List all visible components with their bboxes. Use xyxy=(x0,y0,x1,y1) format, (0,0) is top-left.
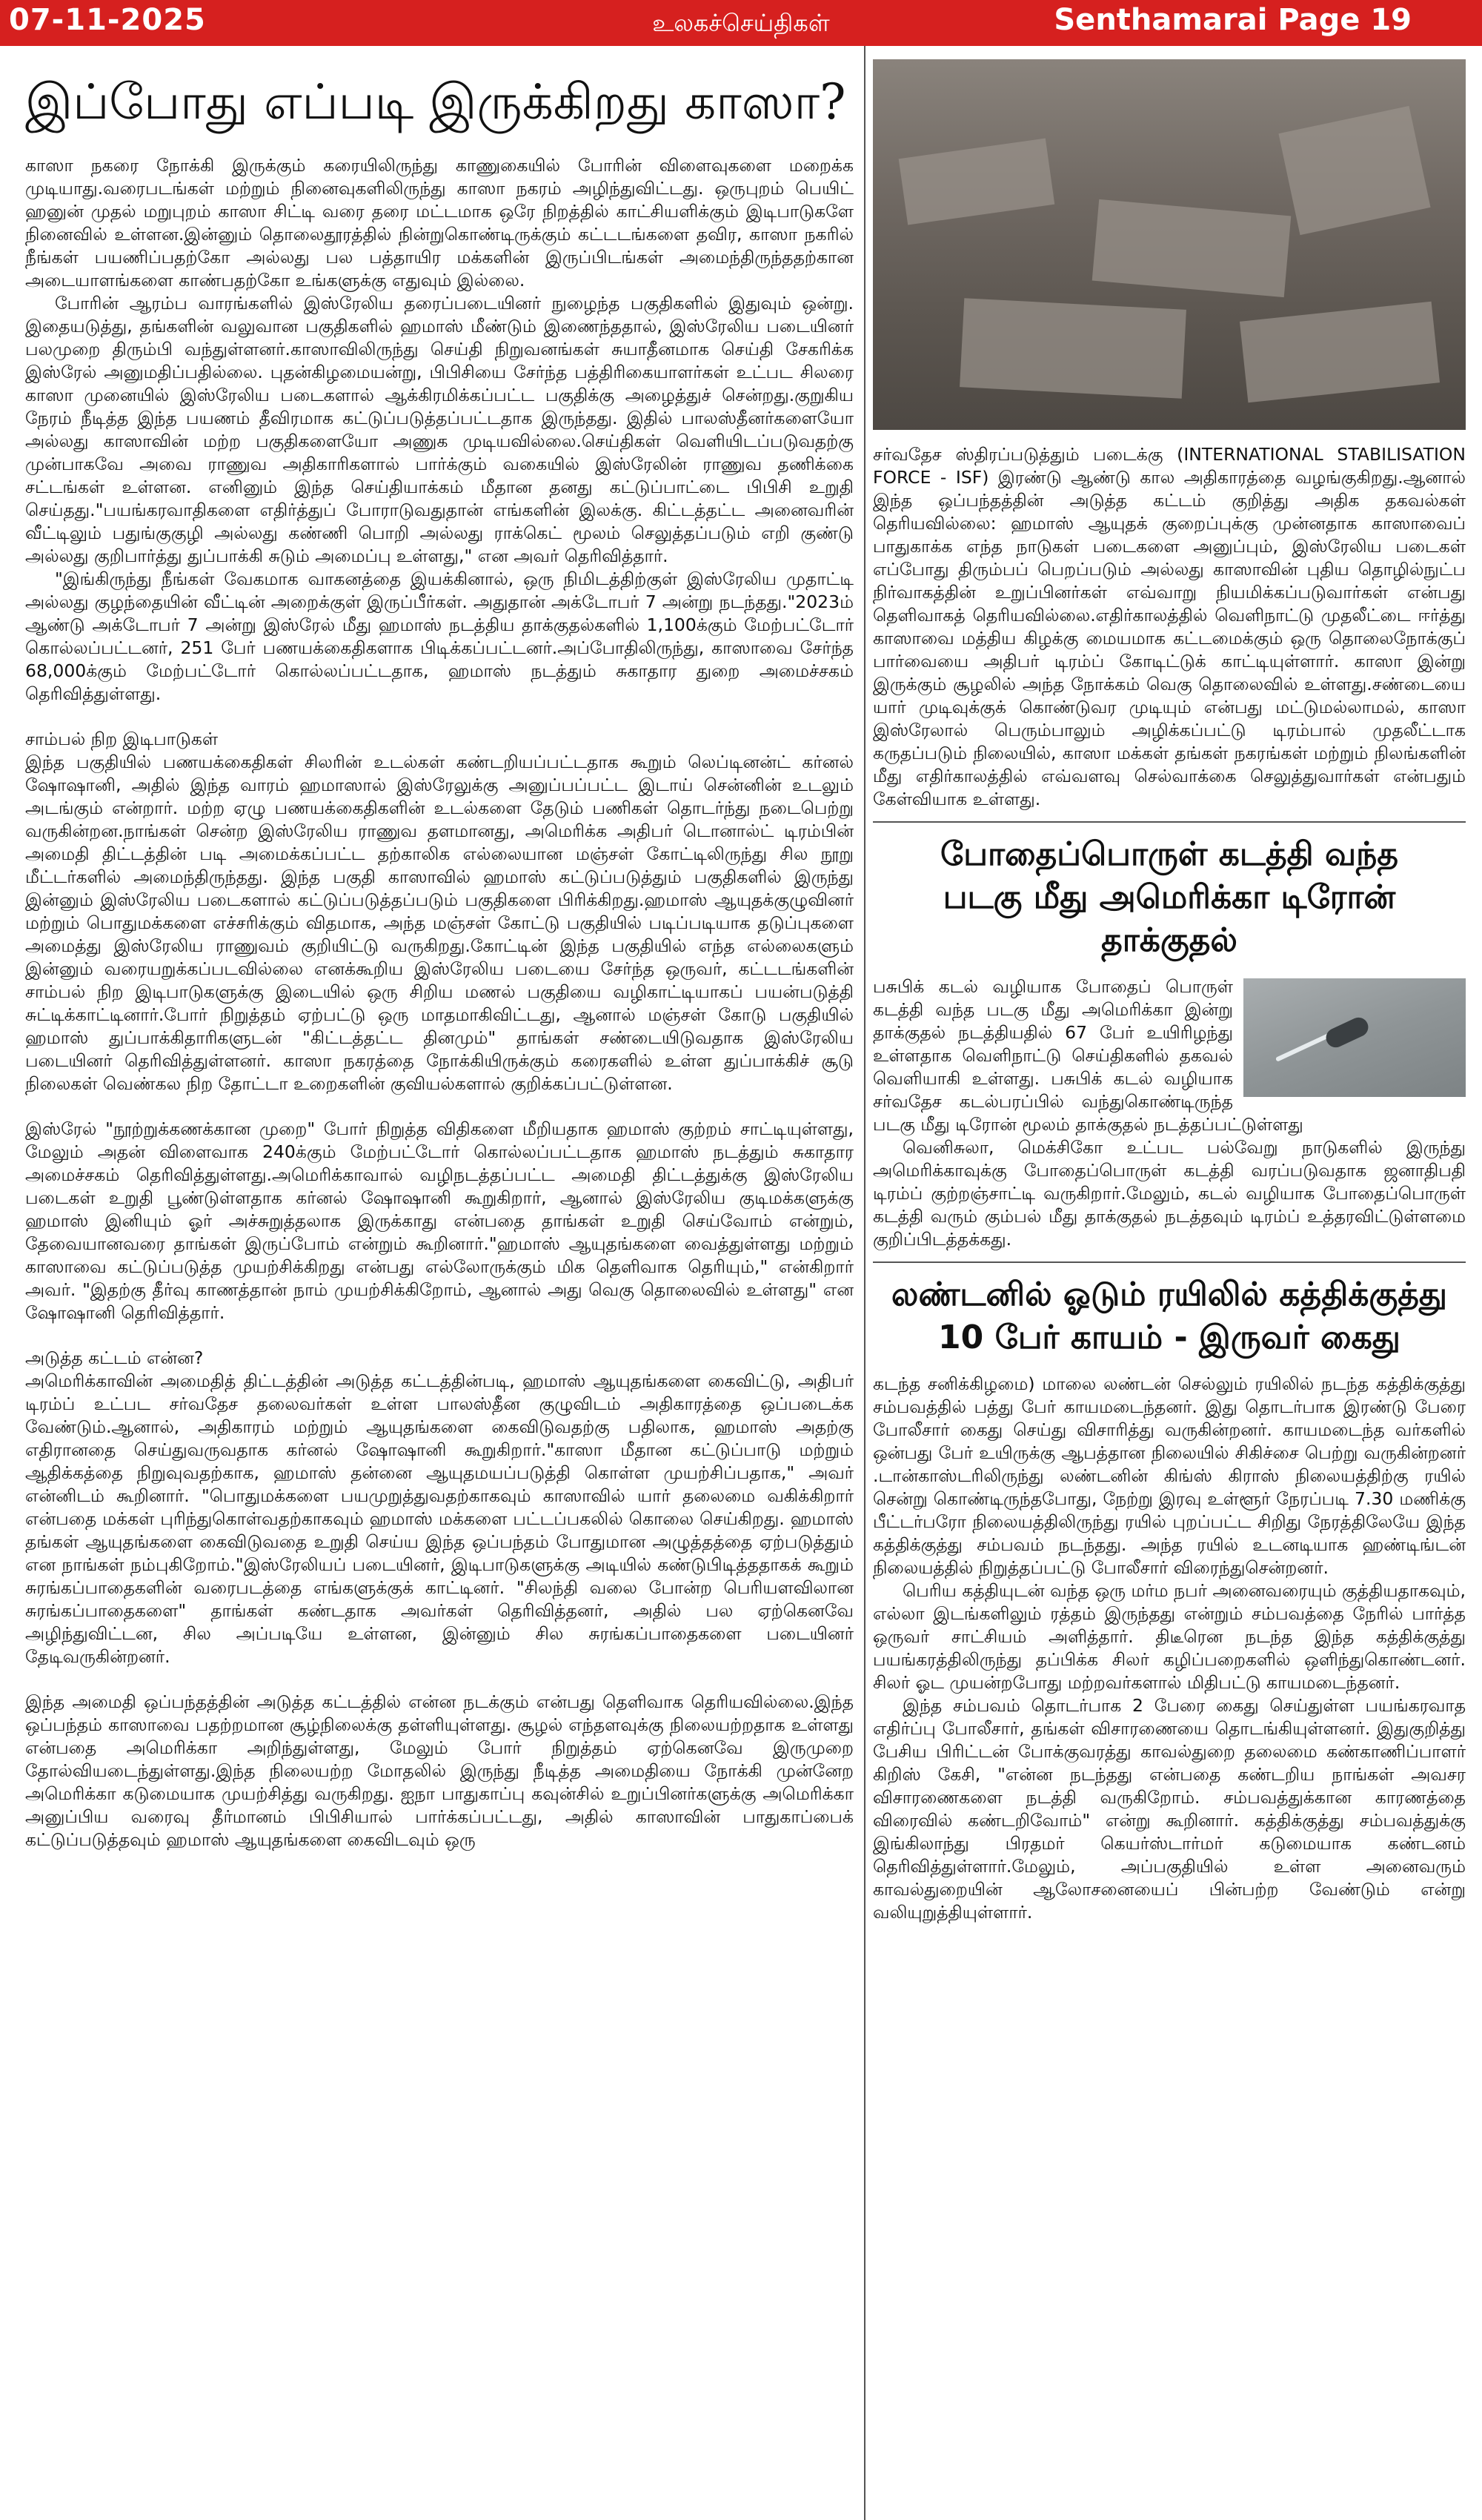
spacer xyxy=(25,1324,854,1347)
spacer xyxy=(25,1095,854,1118)
boat-shape xyxy=(1323,1015,1371,1051)
london-title-line-1: லண்டனில் ஓடும் ரயிலில் கத்திக்குத்து xyxy=(891,1276,1448,1313)
gaza-paragraph-7: இந்த அமைதி ஒப்பந்தத்தின் அடுத்த கட்டத்தில் என்ன நடக்கும் என்பது தெளிவாக தெரியவில்லை.இந்த ஒப்பந்தம் காஸாவை பதற்றமான சூழ்நிலைக்கு தள்ளியுள்ளது. சூழல் எந்தளவுக்கு நிலையற்றதாக உள்ளது என்பதை அமெரிக்கா அறிந்துள்ளது, மேலும் போர் நிறுத்தம் ஏற்கெனவே இருமுறை தோல்வியடைந்துள்ளது.இந்த நிலையற்ற மோதலில் இருந்து நீடித்த அமைதியை நோக்கி முன்னேற அமெரிக்கா கடுமையாக முயற்சித்து வருகிறது. ஐநா பாதுகாப்பு கவுன்சில் உறுப்பினர்களுக்கு அமெரிக்கா அனுப்பிய வரைவு தீர்மானம் பிபிசியால் பார்க்கப்பட்டது, அதில் காஸாவின் பாதுகாப்பைக் கட்டுப்படுத்தவும் ஹமாஸ் ஆயுதங்களை கைவிடவும் ஒரு xyxy=(25,1691,854,1850)
drone-title-line-2: படகு மீது அமெரிக்கா டிரோன் தாக்குதல் xyxy=(943,878,1396,959)
london-paragraph-3: இந்த சம்பவம் தொடர்பாக 2 பேரை கைது செய்துள்ள பயங்கரவாத எதிர்ப்பு போலீசார், தங்கள் விசாரணையை தொடங்கியுள்ளனர். இதுகுறித்து பேசிய பிரிட்டன் போக்குவரத்து காவல்துறை தலைமை கண்காணிப்பாளர் கிறிஸ் கேசி, "என்ன நடந்தது என்பதை கண்டறிய நாங்கள் அவசர விசாரணைகளை நடத்தி வருகிறோம். சம்பவத்துக்கான காரணத்தை விரைவில் கண்டறிவோம்" என்று கூறினார். கத்திக்குத்து சம்பவத்துக்கு இங்கிலாந்து பிரதமர் கெயர்ஸ்டார்மர் கடுமையாக கண்டனம் தெரிவித்துள்ளார்.மேலும், அப்பகுதியில் உள்ள அனைவரும் காவல்துறையின் ஆலோசனையைப் பின்பற்ற வேண்டும் என்று வலியுறுத்தியுள்ளார். xyxy=(873,1695,1466,1923)
column-divider xyxy=(864,46,865,2520)
spacer xyxy=(25,706,854,728)
gaza-rubble-photo xyxy=(873,59,1466,430)
gaza-paragraph-5: இஸ்ரேல் "நூற்றுக்கணக்கான முறை" போர் நிறுத்த விதிகளை மீறியதாக ஹமாஸ் குற்றம் சாட்டியுள்ளது, மேலும் அதன் விளைவாக 240க்கும் மேற்பட்டோர் கொல்லப்பட்டதாக ஹமாஸ் நடத்தும் சுகாதார அமைச்சகம் தெரிவித்துள்ளது.அமெரிக்காவால் வழிநடத்தப்பட்ட அமைதி திட்டத்துக்கு இஸ்ரேலிய படைகள் உறுதி பூண்டுள்ளதாக கர்னல் ஷோஷானி கூறுகிறார், ஆனால் இஸ்ரேலிய குடிமக்களுக்கு ஹமாஸ் இனியும் ஓர் அச்சுறுத்தலாக இருக்காது என்பதை தாங்கள் உறுதி செய்வோம் என்றும், தேவையானவரை தாங்கள் இருப்போம் என்றும் கூறினார்."ஹமாஸ் ஆயுதங்களை வைத்துள்ளது மற்றும் காஸாவை கட்டுப்படுத்த முயற்சிக்கிறது என்பது எல்லோருக்கும் மிக தெளிவாக தெரியும்," என்கிறார் அவர். "இதற்கு தீர்வு காணத்தான் நாம் முயற்சிக்கிறோம், ஆனால் அது வெகு தொலைவில் உள்ளது" என ஷோஷானி தெரிவித்தார். xyxy=(25,1118,854,1323)
rubble-shape xyxy=(1092,199,1292,297)
section-divider xyxy=(873,1261,1466,1263)
rubble-shape xyxy=(1240,302,1440,403)
gaza-subhead-grey-ruins: சாம்பல் நிற இடிபாடுகள் xyxy=(25,728,219,749)
gaza-paragraph-1: காஸா நகரை நோக்கி இருக்கும் கரையிலிருந்து காணுகையில் போரின் விளைவுகளை மறைக்க முடியாது.வரைபடங்கள் மற்றும் நினைவுகளிலிருந்து காஸா நகரம் அழிந்துவிட்டது. ஒருபுறம் பெயிட் ஹனுன் முதல் மறுபுறம் காஸா சிட்டி வரை தரை மட்டமாக ஒரே நிறத்தில் காட்சியளிக்கும் இடிபாடுகளே நினைவில் உள்ளன.இன்னும் தொலைதூரத்தில் நின்றுகொண்டிருக்கும் கட்டடங்களை தவிர, காஸா நகரில் நீங்கள் பயணிப்பதற்கோ அல்லது பல பத்தாயிர மக்களின் இருப்பிடங்கள் அமைந்திருந்ததற்கான அடையாளங்களை காண்பதற்கோ உங்களுக்கு எதுவும் இல்லை. xyxy=(25,154,854,291)
gaza-paragraph-2: போரின் ஆரம்ப வாரங்களில் இஸ்ரேலிய தரைப்படையினர் நுழைந்த பகுதிகளில் இதுவும் ஒன்று. இதையடுத்து, தங்களின் வலுவான பகுதிகளில் ஹமாஸ் மீண்டும் இணைந்ததால், இஸ்ரேலிய படையினர் பலமுறை திரும்பி வந்துள்ளனர்.காஸாவிலிருந்து செய்தி நிறுவனங்கள் சுயாதீனமாக செய்தி சேகரிக்க இஸ்ரேல் அனுமதிப்பதில்லை. புதன்கிழமையன்று, பிபிசியை சேர்ந்த பத்திரிகையாளர்கள் உட்பட சிலரை காஸா முனையில் இஸ்ரேலிய படைகளால் ஆக்கிரமிக்கப்பட்ட பகுதிக்கு அழைத்துச் சென்றது.குறுகிய நேரம் நீடித்த இந்த பயணம் தீவிரமாக கட்டுப்படுத்தப்பட்டதாக இருந்தது. இதில் பாலஸ்தீனர்களையோ அல்லது காஸாவின் மற்ற பகுதிகளையோ அணுக முடியவில்லை.செய்திகள் வெளியிடப்படுவதற்கு முன்பாகவே அவை ராணுவ அதிகாரிகளால் பார்க்கும் வகையில் இஸ்ரேலின் ராணுவ தணிக்கை சட்டங்கள் உள்ளன. எனினும் இந்த செய்தியாக்கம் மீதான தனது கட்டுப்பாட்டை பிபிசி உறுதி செய்தது."பயங்கரவாதிகளை எதிர்த்துப் போராடுவதுதான் எங்களின் இலக்கு. கிட்டத்தட்ட அனைவரின் வீட்டிலும் பதுங்குகுழி அல்லது கண்ணி பொறி அல்லது ராக்கெட் மூலம் செலுத்தப்படும் எறி குண்டு அல்லது குறிபார்த்து துப்பாக்கி சுடும் அமைப்பு உள்ளது," என அவர் தெரிவித்தார். xyxy=(25,292,854,566)
drone-article-body xyxy=(873,975,1466,1251)
drone-paragraph-2: வெனிசுலா, மெக்சிகோ உட்பட பல்வேறு நாடுகளில் இருந்து அமெரிக்காவுக்கு போதைப்பொருள் கடத்தி வரப்படுவதாக ஜனாதிபதி டிரம்ப் குற்றஞ்சாட்டி வருகிறார்.மேலும், கடல் வழியாக போதைப்பொருள் கடத்தி வரும் கும்பல் மீது தாக்குதல் நடத்தவும் டிரம்ப் உத்தரவிட்டுள்ளமை குறிப்பிடத்தக்கது. xyxy=(873,1137,1466,1250)
spacer xyxy=(25,1668,854,1691)
london-article-body xyxy=(873,1373,1466,1924)
isf-continuation xyxy=(873,443,1466,811)
gaza-article-body xyxy=(25,154,854,1851)
drone-article-title xyxy=(873,833,1466,962)
right-column xyxy=(873,46,1466,1924)
london-title-line-2: 10 பேர் காயம் - இருவர் கைது xyxy=(938,1319,1400,1356)
rubble-shape xyxy=(899,139,1055,225)
london-paragraph-1: கடந்த சனிக்கிழமை) மாலை லண்டன் செல்லும் ரயிலில் நடந்த கத்திக்குத்து சம்பவத்தில் பத்து பேர் காயமடைந்தனர். இது தொடர்பாக இரண்டு பேரை போலீசார் கைது செய்து விசாரித்து வருகின்றனர். காயமடைந்த வர்களில் ஒன்பது பேர் உயிருக்கு ஆபத்தான நிலையில் சிகிச்சை பெற்று வருகின்றனர் .டான்காஸ்டரிலிருந்து லண்டனின் கிங்ஸ் கிராஸ் நிலையத்திற்கு ரயில் சென்று கொண்டிருந்தபோது, நேற்று இரவு உள்ளூர் நேரப்படி 7.30 மணிக்கு பீட்டர்பரோ நிலையத்திலிருந்து ரயில் புறப்பட்ட சிறிது நேரத்திலேயே இந்த கத்திக்குத்து சம்பவம் நடந்தது. அந்த ரயில் உடனடியாக ஹண்டிங்டன் நிலையத்தில் நிறுத்தப்பட்டு போலீசார் விரைந்துசென்றனர். xyxy=(873,1373,1466,1578)
gaza-article-title: இப்போது எப்படி இருக்கிறது காஸா? xyxy=(25,73,846,130)
drone-paragraph-1: பசுபிக் கடல் வழியாக போதைப் பொருள் கடத்தி வந்த படகு மீது அமெரிக்கா இன்று தாக்குதல் நடத்தியதில் 67 பேர் உயிரிழந்து உள்ளதாக வெளிநாட்டு செய்திகளில் தகவல் வெளியாகி உள்ளது. பசுபிக் கடல் வழியாக சர்வதேச கடல்பரப்பில் வந்துகொண்டிருந்த படகு மீது டிரோன் மூலம் தாக்குதல் நடத்தப்பட்டுள்ளது xyxy=(873,976,1303,1135)
drone-title-line-1: போதைப்பொருள் கடத்தி வந்த xyxy=(940,835,1398,873)
isf-paragraph: சர்வதேச ஸ்திரப்படுத்தும் படைக்கு (INTERNATIONAL STABILISATION FORCE - ISF) இரண்டு ஆண்டு கால அதிகாரத்தை வழங்குகிறது.ஆனால் இந்த ஒப்பந்தத்தின் அடுத்த கட்டம் குறித்து அதிக தகவல்கள் தெரியவில்லை: ஹமாஸ் ஆயுதக் குறைப்புக்கு முன்னதாக காஸாவைப் பாதுகாக்க எந்த நாடுகள் படைகளை அனுப்பும், இஸ்ரேலிய படைகள் எப்போது திரும்பப் பெறப்படும் அல்லது காஸாவின் புதிய தொழில்நுட்ப நிர்வாகத்தின் உறுப்பினர்கள் எவ்வாறு நியமிக்கப்படுவார்கள் என்பது தெளிவாகத் தெரியவில்லை.எதிர்காலத்தில் வெளிநாட்டு முதலீட்டை ஈர்த்து காஸாவை மத்திய கிழக்கு மையமாக கட்டமைக்கும் ஒரு தொலைநோக்குப் பார்வையை அதிபர் டிரம்ப் கோடிட்டுக் காட்டியுள்ளார். காஸா இன்று இருக்கும் சூழலில் அந்த நோக்கம் வெகு தொலைவில் உள்ளது.சண்டையை யார் முடிவுக்குக் கொண்டுவர முடியும் என்பது மட்டுமல்லாமல், காஸா இஸ்ரேலால் பெரும்பாலும் அழிக்கப்பட்டு டிரம்பால் முதலீட்டாக கருதப்படும் நிலையில், காஸா மக்கள் தங்கள் நகரங்கள் மற்றும் நிலங்களின் மீது எதிர்காலத்தில் எவ்வளவு செல்வாக்கை செலுத்துவார்கள் என்பதும் கேள்வியாக உள்ளது. xyxy=(873,444,1466,809)
rubble-shape xyxy=(960,298,1186,399)
gaza-subhead-next-step: அடுத்த கட்டம் என்ன? xyxy=(25,1347,204,1368)
header-paper-page: Senthamarai Page 19 xyxy=(1054,3,1412,37)
drone-strike-photo xyxy=(1243,978,1466,1097)
gaza-paragraph-3: "இங்கிருந்து நீங்கள் வேகமாக வாகனத்தை இயக்கினால், ஒரு நிமிடத்திற்குள் இஸ்ரேலிய முதாட்டி அல்லது குழந்தையின் வீட்டின் அறைக்குள் இருப்பீர்கள். அதுதான் அக்டோபர் 7 அன்று நடந்தது."2023ம் ஆண்டு அக்டோபர் 7 அன்று இஸ்ரேல் மீது ஹமாஸ் நடத்திய தாக்குதல்களில் 1,100க்கும் மேற்பட்டோர் கொல்லப்பட்டனர், 251 பேர் பணயக்கைதிகளாக பிடிக்கப்பட்டனர்.அப்போதிலிருந்து, காஸாவை சேர்ந்த 68,000க்கும் மேற்பட்டோர் கொல்லப்பட்டதாக, ஹமாஸ் நடத்தும் சுகாதார துறை அமைச்சகம் தெரிவித்துள்ளது. xyxy=(25,568,854,704)
london-paragraph-2: பெரிய கத்தியுடன் வந்த ஒரு மர்ம நபர் அனைவரையும் குத்தியதாகவும், எல்லா இடங்களிலும் ரத்தம் இருந்தது என்றும் சம்பவத்தை நேரில் பார்த்த ஒருவர் சாட்சியம் அளித்தார். திடீரென நடந்த இந்த கத்திக்குத்து பயங்கரத்திலிருந்து தப்பிக்க சிலர் கழிப்பறைகளில் ஒளிந்துகொண்டனர். சிலர் ஓட முயன்றபோது மற்றவர்களால் மிதிபட்டு காயமடைந்தனர். xyxy=(873,1580,1466,1693)
rubble-shape xyxy=(1278,106,1430,235)
gaza-paragraph-4: இந்த பகுதியில் பணயக்கைதிகள் சிலரின் உடல்கள் கண்டறியப்பட்டதாக கூறும் லெப்டினன்ட் கர்னல் ஷோஷானி, அதில் இந்த வாரம் ஹமாஸால் இஸ்ரேலுக்கு அனுப்பப்பட்ட இடாய் சென்னின் உடலும் அடங்கும் என்றார். மற்ற ஏழு பணயக்கைதிகளின் உடல்களை தேடும் பணிகள் தொடர்ந்து நடைபெற்று வருகின்றன.நாங்கள் சென்ற இஸ்ரேலிய ராணுவ தளமானது, அமெரிக்க அதிபர் டொனால்ட் டிரம்பின் அமைதி திட்டத்தின் படி அமைக்கப்பட்ட தற்காலிக எல்லையான மஞ்சள் கோட்டிலிருந்து சில நூறு மீட்டர்களில் அமைந்திருந்தது. இந்த பகுதி காஸாவில் ஹமாஸ் கட்டுப்படுத்தும் பகுதிகளில் இருந்து இன்னும் இஸ்ரேலிய படைகளால் கட்டுப்படுத்தப்படும் பகுதிகளை பிரிக்கிறது.ஹமாஸ் ஆயுதக்குழுவினர் மற்றும் பொதுமக்களை எச்சரிக்கும் விதமாக, அந்த மஞ்சள் கோட்டு பகுதியில் படிப்படியாக தடுப்புகளை அமைத்து இஸ்ரேலிய ராணுவம் குறியிட்டு வருகிறது.கோட்டின் இந்த பகுதியில் எந்த எல்லைகளும் இன்னும் வரையறுக்கப்படவில்லை எனக்கூறிய இஸ்ரேலிய படையை சேர்ந்த ஒருவர், கட்டடங்களின் சாம்பல் நிற இடிபாடுகளுக்கு இடையில் ஒரு சிறிய மணல் பகுதியை வழிகாட்டியாகப் பயன்படுத்தி சுட்டிக்காட்டினார்.போர் நிறுத்தம் ஏற்பட்டு ஒரு மாதமாகிவிட்டது, ஆனால் மஞ்சள் கோடு பகுதியில் ஹமாஸ் துப்பாக்கிதாரிகளுடன் "கிட்டத்தட்ட தினமும்" தாங்கள் சண்டையிடுவதாக இஸ்ரேலிய படையினர் தெரிவித்துள்ளனர். காஸா நகரத்தை நோக்கியிருக்கும் கரைகளில் உள்ள துப்பாக்கிச் சூடு நிலைகள் வெண்கல நிற தோட்டா உறைகளின் குவியல்களால் குறிக்கப்பட்டுள்ளன. xyxy=(25,751,854,1094)
gaza-paragraph-6: அமெரிக்காவின் அமைதித் திட்டத்தின் அடுத்த கட்டத்தின்படி, ஹமாஸ் ஆயுதங்களை கைவிட்டு, அதிபர் டிரம்ப் உட்பட சர்வதேச தலைவர்கள் உள்ள பாலஸ்தீன குழுவிடம் அதிகாரத்தை ஒப்படைக்க வேண்டும்.ஆனால், அதிகாரம் மற்றும் ஆயுதங்களை கைவிடுவதற்கு பதிலாக, ஹமாஸ் அதற்கு எதிரானதை செய்துவருவதாக கர்னல் ஷோஷானி கூறுகிறார்."காஸா மீதான கட்டுப்பாடு மற்றும் ஆதிக்கத்தை நிறுவுவதற்காக, ஹமாஸ் தன்னை ஆயுதமயப்படுத்தி கொள்ள முயற்சிப்பதாக," அவர் என்னிடம் கூறினார். "பொதுமக்களை பயமுறுத்துவதற்காகவும் காஸாவில் யார் தலைமை வகிக்கிறார் என்பதை மக்கள் புரிந்துகொள்வதற்காகவும் ஹமாஸ் மக்களை பட்டப்பகலில் கொலை செய்கிறது. ஹமாஸ் தங்கள் ஆயுதங்களை கைவிடுவதை உறுதி செய்ய இந்த ஒப்பந்தம் போதுமான அழுத்தத்தை ஏற்படுத்தும் என நாங்கள் நம்புகிறோம்."இஸ்ரேலியப் படையினர், இடிபாடுகளுக்கு அடியில் கண்டுபிடித்ததாகக் கூறும் சுரங்கப்பாதைகளின் வரைபடத்தை எங்களுக்குக் காட்டினர். "சிலந்தி வலை போன்ற பெரியளவிலான சுரங்கப்பாதைகளை" தாங்கள் கண்டதாக அவர்கள் தெரிவித்தனர், அதில் பல ஏற்கெனவே அழிந்துவிட்டன, சில அப்படியே உள்ளன, இன்னும் சில சுரங்கப்பாதைகளை படையினர் தேடிவருகின்றனர். xyxy=(25,1370,854,1667)
london-article-title xyxy=(873,1273,1466,1359)
header-section-title: உலகச்செய்திகள் xyxy=(652,9,830,37)
left-column xyxy=(25,46,854,1851)
header-date: 07-11-2025 xyxy=(9,3,206,37)
page-header xyxy=(0,0,1482,46)
section-divider xyxy=(873,821,1466,823)
